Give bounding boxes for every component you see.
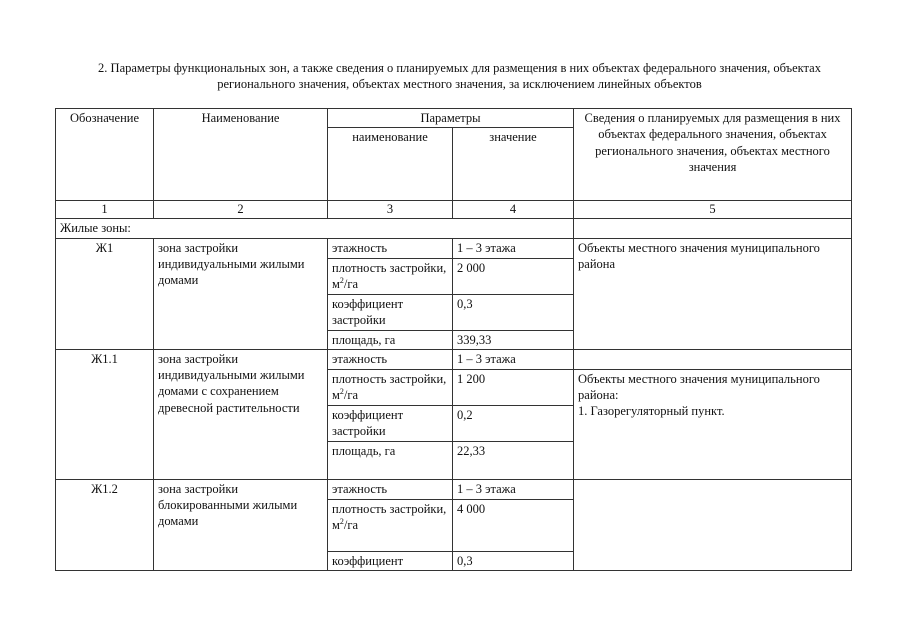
param-value: 1 200 <box>453 369 574 405</box>
column-number: 4 <box>453 201 574 218</box>
param-value: 22,33 <box>453 441 574 479</box>
section-heading: 2. Параметры функциональных зон, а также сведения о планируемых для размещения в них объектах федерального значения, объектах регионального значения, объектах местного значения, за исключением линейных объектов <box>98 61 821 92</box>
zone-info: Объекты местного значения муниципального района <box>574 238 852 349</box>
section-label: Жилые зоны: <box>56 218 574 238</box>
param-name: плотность застройки, $м^2/га$ <box>328 369 453 405</box>
column-number: 2 <box>154 201 328 218</box>
header-param-name: наименование <box>328 128 453 201</box>
column-number: 5 <box>574 201 852 218</box>
section-row <box>56 218 852 238</box>
param-value: 1 – 3 этажа <box>453 479 574 499</box>
zone-row <box>56 479 852 499</box>
param-name: этажность <box>328 479 453 499</box>
param-name: плотность застройки, $м^2/га$ <box>328 499 453 551</box>
zone-info-empty <box>574 479 852 570</box>
zone-info-line: 1. Газорегуляторный пункт. <box>578 404 725 419</box>
header-row <box>56 109 852 128</box>
column-number-row <box>56 201 852 218</box>
zone-code: Ж1.1 <box>56 349 154 479</box>
param-value: 4 000 <box>453 499 574 551</box>
param-name: этажность <box>328 238 453 258</box>
column-number: 1 <box>56 201 154 218</box>
zone-row <box>56 349 852 369</box>
param-value: 1 – 3 этажа <box>453 349 574 369</box>
zone-code: Ж1 <box>56 238 154 349</box>
header-name: Наименование <box>154 109 328 201</box>
zone-name: зона застройки блокированными жилыми домами <box>154 479 328 570</box>
zone-info-line: Объекты местного значения муниципального района: <box>578 371 820 402</box>
param-name: площадь, га <box>328 330 453 349</box>
zone-code: Ж1.2 <box>56 479 154 570</box>
header-info: Сведения о планируемых для размещения в них объектах федерального значения, объектах регионального значения, объектах местного значения <box>574 109 852 201</box>
zone-name: зона застройки индивидуальными жилыми домами с сохранением древесной растительности <box>154 349 328 479</box>
column-number: 3 <box>328 201 453 218</box>
zone-info <box>574 369 852 479</box>
zone-info-empty <box>574 349 852 369</box>
zone-name: зона застройки индивидуальными жилыми домами <box>154 238 328 349</box>
param-name: этажность <box>328 349 453 369</box>
param-value: 2 000 <box>453 258 574 294</box>
header-param-value: значение <box>453 128 574 201</box>
param-value: 0,3 <box>453 294 574 330</box>
header-parameters: Параметры <box>328 109 574 128</box>
param-value: 1 – 3 этажа <box>453 238 574 258</box>
param-name: коэффициент <box>328 551 453 570</box>
param-name: площадь, га <box>328 441 453 479</box>
zone-row <box>56 238 852 258</box>
param-name: коэффициент застройки <box>328 294 453 330</box>
zones-table <box>55 108 852 571</box>
section-empty-cell <box>574 218 852 238</box>
param-value: 0,2 <box>453 405 574 441</box>
param-name: плотность застройки, $м^2/га$ <box>328 258 453 294</box>
param-name: коэффициент застройки <box>328 405 453 441</box>
param-value: 339,33 <box>453 330 574 349</box>
param-value: 0,3 <box>453 551 574 570</box>
header-designation: Обозначение <box>56 109 154 201</box>
